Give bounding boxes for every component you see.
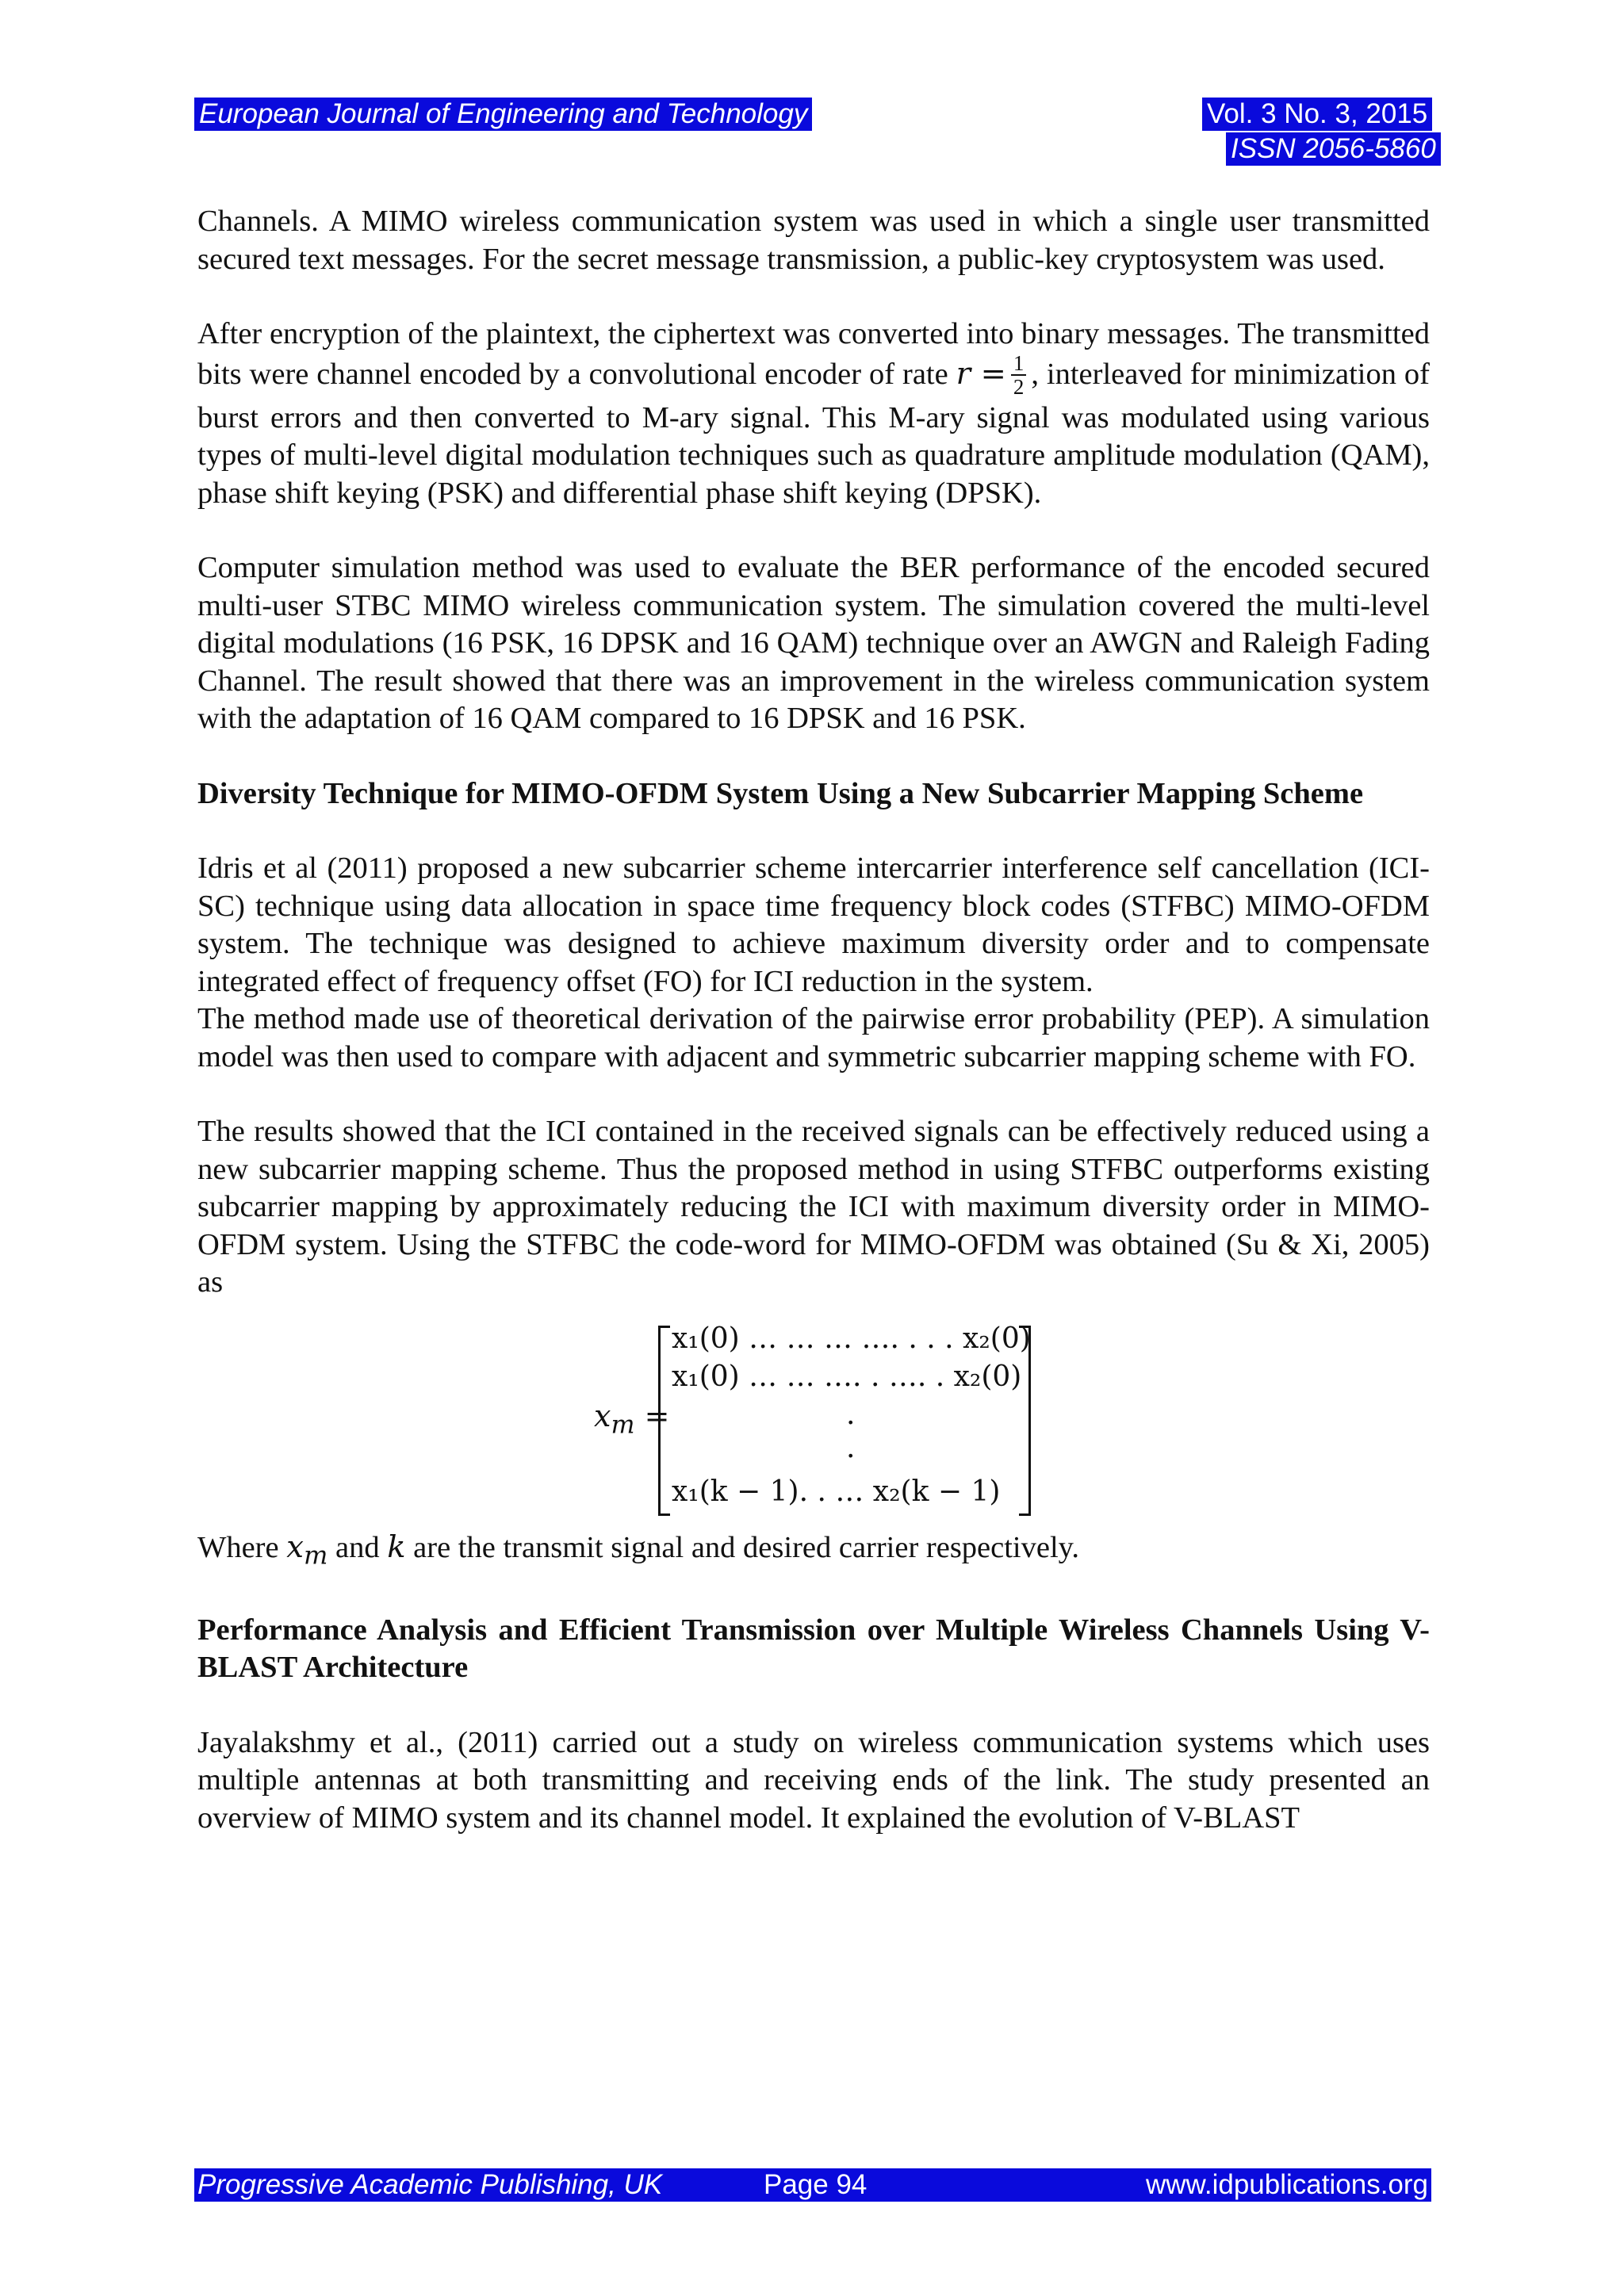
footer-website[interactable]: www.idpublications.org [1145, 2169, 1428, 2200]
section-heading-diversity: Diversity Technique for MIMO-OFDM System Using a New Subcarrier Mapping Scheme [197, 776, 1364, 810]
paragraph-4a: Idris et al (2011) proposed a new subcarrier scheme intercarrier interference self cancellation (ICI-SC) technique using data allocation in space time frequency block codes (STFBC) MIMO-OFDM system. The technique was designed to achieve maximum diversity order and to compensate integrated effect of frequency offset (FO) for ICI reduction in the system. [197, 851, 1430, 998]
paragraph-6 [197, 1529, 1430, 1575]
matrix-equals: = [644, 1398, 670, 1433]
paragraph-7: Jayalakshmy et al., (2011) carried out a study on wireless communication systems which uses multiple antennas at both transmitting and receiving ends of the link. The study presented an overview of MIMO system and its channel model. It explained the evolution of V-BLAST [197, 1725, 1430, 1835]
matrix-left-bracket [658, 1326, 670, 1516]
journal-title: European Journal of Engineering and Technology [194, 98, 812, 131]
matrix-lhs-var: x [594, 1398, 611, 1433]
volume-label: Vol. 3 No. 3, 2015 [1202, 98, 1432, 131]
k-symbol: k [387, 1529, 406, 1565]
where-label: Where [197, 1530, 279, 1564]
matrix-row-4: x₁(k − 1). . … x₂(k − 1) [672, 1475, 1001, 1508]
paragraph-2-text-a: After encryption of the plaintext, the ciphertext was converted into binary messages. The transmitted bits were channel encoded by a convolutional encoder of rate [197, 317, 1430, 391]
footer-publisher: Progressive Academic Publishing, UK [197, 2169, 663, 2200]
matrix-row-1: x₁(0) … … … …. . . . x₂(0) [672, 1322, 1031, 1355]
and-label: and [335, 1530, 380, 1564]
rate-fraction [1011, 352, 1027, 398]
paragraph-3: Computer simulation method was used to evaluate the BER performance of the encoded secured multi-user STBC MIMO wireless communication system. The simulation covered the multi-level digital modulations (16 PSK, 16 DPSK and 16 QAM) technique over an AWGN and Raleigh Fading Channel. The result showed that there was an improvement in the wireless communication system with the adaptation of 16 QAM compared to 16 DPSK and 16 PSK. [197, 551, 1430, 735]
paragraph-2-text-b: , interleaved for minimization of burst errors and then converted to M-ary signal. This M-ary signal was modulated using various types of multi-level digital modulation techniques such as quadrature amplitude modulation (QAM), phase shift keying (PSK) and differential phase shift keying (DPSK). [197, 357, 1430, 510]
paragraph-6-text: are the transmit signal and desired carrier respectively. [413, 1530, 1080, 1564]
paragraph-1: Channels. A MIMO wireless communication system was used in which a single user transmitted secured text messages. For the secret message transmission, a public-key cryptosystem was used. [197, 205, 1430, 276]
xm-symbol: $x_m$ [286, 1529, 328, 1571]
codeword-matrix [197, 1319, 1430, 1522]
page-footer [194, 2168, 1431, 2202]
issn-label: ISSN 2056-5860 [1226, 132, 1441, 166]
matrix-lhs-sub: m [611, 1410, 635, 1440]
fraction-numerator: 1 [1011, 352, 1027, 376]
paragraph-2 [197, 316, 1430, 512]
rate-equation: r = [956, 355, 1006, 392]
paragraph-5: The results showed that the ICI contained in the received signals can be effectively reduced using a new subcarrier mapping scheme. Thus the proposed method in using STFBC outperforms existing subcarrier mapping by approximately reducing the ICI with maximum diversity order in MIMO-OFDM system. Using the STFBC the code-word for MIMO-OFDM was obtained (Su & Xi, 2005) as [197, 1115, 1430, 1299]
matrix-dot-2: . [846, 1431, 856, 1464]
section-heading-vblast: Performance Analysis and Efficient Transmission over Multiple Wireless Channels Using V-BLAST Architecture [197, 1613, 1430, 1685]
fraction-denominator: 2 [1013, 374, 1025, 399]
matrix-row-2: x₁(0) … … …. . …. . x₂(0) [672, 1360, 1022, 1393]
matrix-dot-1: . [846, 1398, 856, 1431]
footer-page-number: Page 94 [764, 2169, 868, 2200]
paragraph-4b: The method made use of theoretical derivation of the pairwise error probability (PEP). A simulation model was then used to compare with adjacent and symmetric subcarrier mapping scheme with FO. [197, 1002, 1430, 1073]
page-body [197, 203, 1430, 1837]
